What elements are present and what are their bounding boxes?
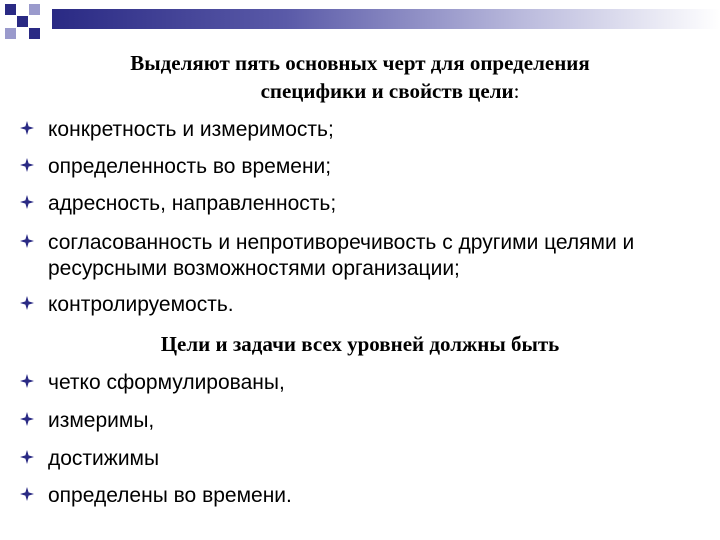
gradient-bar [52, 9, 720, 29]
diamond-bullet-icon [20, 450, 34, 464]
heading-requirements: Цели и задачи всех уровней должны быть [160, 332, 560, 356]
diamond-bullet-icon [20, 121, 34, 135]
list-item [18, 292, 708, 318]
deco-square [17, 16, 28, 27]
heading-traits-line1: Выделяют пять основных черт для определения [130, 51, 590, 75]
diamond-bullet-icon [20, 296, 34, 310]
heading-traits [0, 49, 720, 105]
list-item-text: согласованность и непротиворечивость с другими целями и ресурсными возможностями организации; [48, 231, 635, 280]
list-item-text: конкретность и измеримость; [48, 118, 334, 141]
list-item-text: определены во времени. [48, 484, 292, 507]
list-item [18, 191, 708, 217]
list-item-text: достижимы [48, 447, 160, 470]
diamond-bullet-icon [20, 374, 34, 388]
deco-square [29, 28, 40, 39]
list-item [18, 117, 708, 143]
list-item [18, 370, 708, 396]
list-item-text: измеримы, [48, 409, 155, 432]
list-item [18, 408, 708, 434]
deco-square [29, 4, 40, 15]
list-item-text: определенность во времени; [48, 155, 332, 178]
diamond-bullet-icon [20, 487, 34, 501]
diamond-bullet-icon [20, 412, 34, 426]
list-item-text: контролируемость. [48, 293, 234, 316]
list-item-text: четко сформулированы, [48, 371, 285, 394]
deco-square [5, 4, 16, 15]
list-item [18, 230, 708, 282]
header-decoration [0, 0, 720, 40]
diamond-bullet-icon [20, 195, 34, 209]
deco-square [5, 28, 16, 39]
heading-traits-colon: : [513, 79, 520, 103]
heading-traits-line2-text: специфики и свойств цели [260, 79, 514, 103]
list-item [18, 483, 708, 509]
heading-traits-line2 [0, 77, 720, 105]
diamond-bullet-icon [20, 158, 34, 172]
diamond-bullet-icon [20, 234, 34, 248]
list-item [18, 154, 708, 180]
list-item-text: адресность, направленность; [48, 192, 337, 215]
list-item [18, 446, 708, 472]
